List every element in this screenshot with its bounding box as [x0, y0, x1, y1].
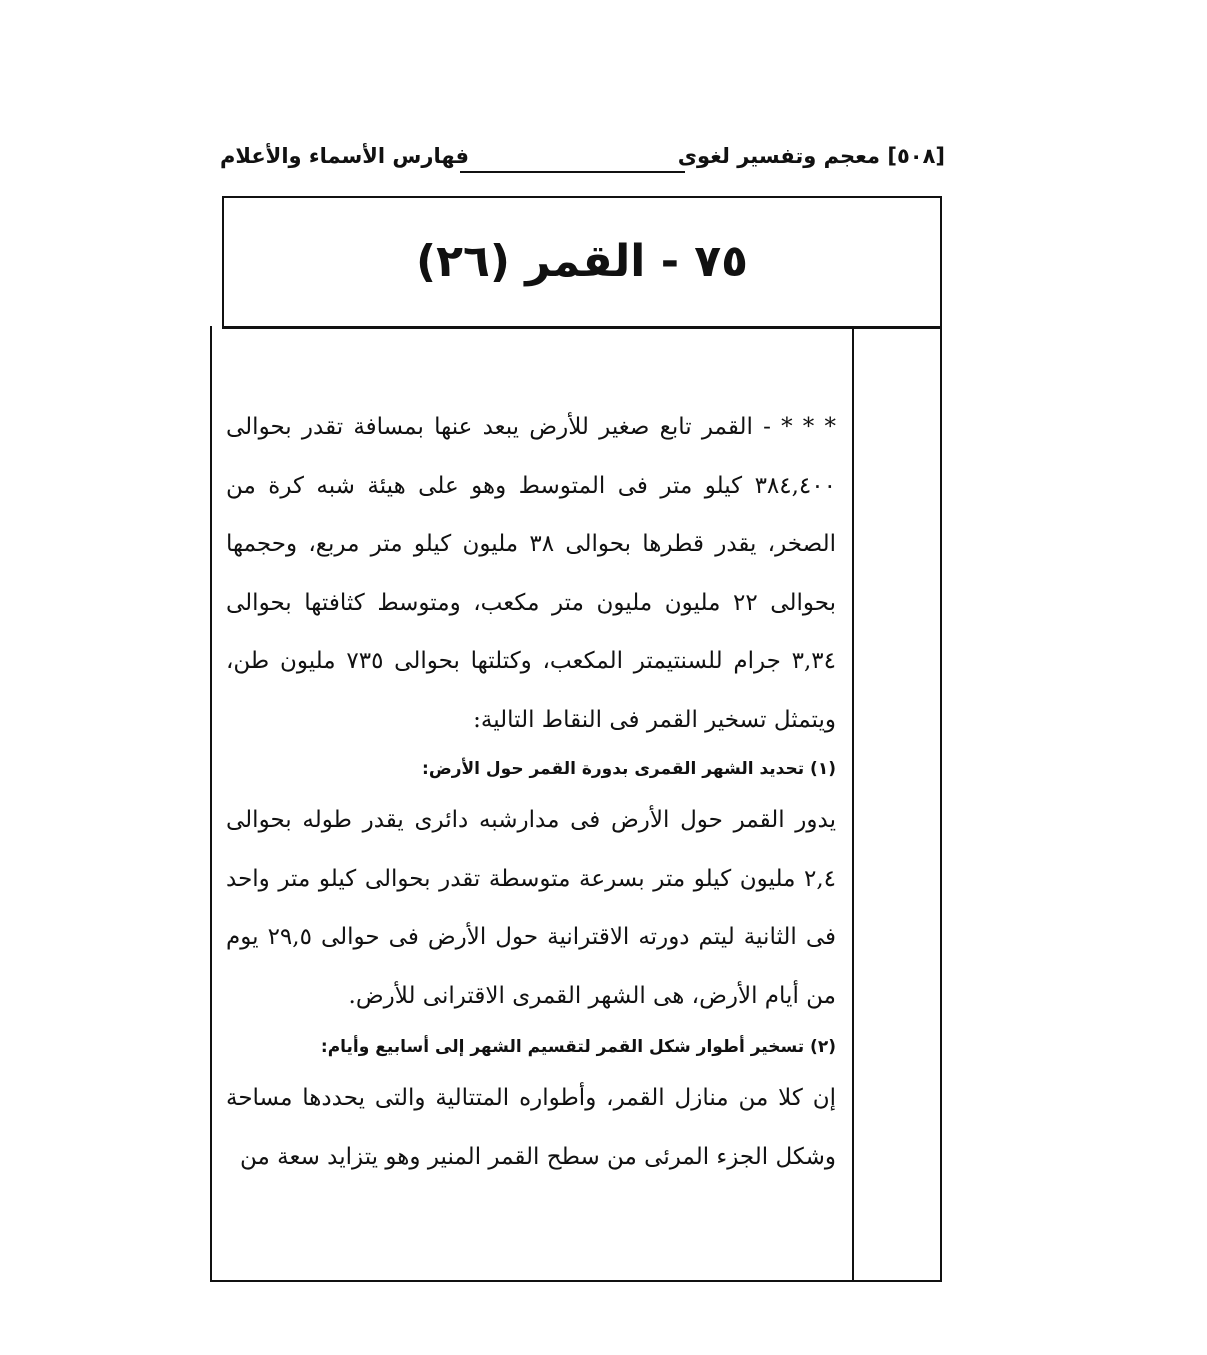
body-content: [226, 398, 836, 1186]
header-book-title: [٥٠٨] معجم وتفسير لغوى: [677, 144, 945, 168]
section-2-paragraph: إن كلا من منازل القمر، وأطواره المتتالية والتى يحددها مساحة وشكل الجزء المرئى من سطح القمر المنير وهو يتزايد سعة من: [226, 1085, 836, 1170]
intro-paragraph: * * * - القمر تابع صغير للأرض يبعد عنها بمسافة تقدر بحوالى ٣٨٤,٤٠٠ كيلو متر فى المتوسط وهو على هيئة شبه كرة من الصخر، يقدر قطرها بحوالى ٣٨ مليون كيلو متر مربع، وحجمها بحوالى ٢٢ مليون مليون متر مكعب، ومتوسط كثافتها بحوالى ٣,٣٤ جرام للسنتيمتر المكعب، وكتلتها بحوالى ٧٣٥ مليون طن، ويتمثل تسخير القمر فى النقاط التالية:: [226, 414, 836, 733]
header-rule: [460, 171, 685, 173]
section-1-heading: (١) تحديد الشهر القمرى بدورة القمر حول الأرض:: [422, 759, 836, 779]
margin-column-rule: [852, 326, 854, 1280]
title-box: [222, 196, 942, 329]
body-box: [210, 326, 942, 1282]
chapter-title: ٧٥ - القمر (٢٦): [415, 236, 748, 287]
header-section-title: فهارس الأسماء والأعلام: [220, 144, 469, 168]
section-1-paragraph: يدور القمر حول الأرض فى مدارشبه دائرى يقدر طوله بحوالى ٢,٤ مليون كيلو متر بسرعة متوسطة تقدر بحوالى كيلو متر واحد فى الثانية ليتم دورته الاقترانية حول الأرض فى حوالى ٢٩,٥ يوم من أيام الأرض، هى الشهر القمرى الاقترانى للأرض.: [226, 807, 836, 1009]
section-2-heading: (٢) تسخير أطوار شكل القمر لتقسيم الشهر إلى أسابيع وأيام:: [320, 1037, 836, 1057]
page-header: [220, 138, 945, 178]
